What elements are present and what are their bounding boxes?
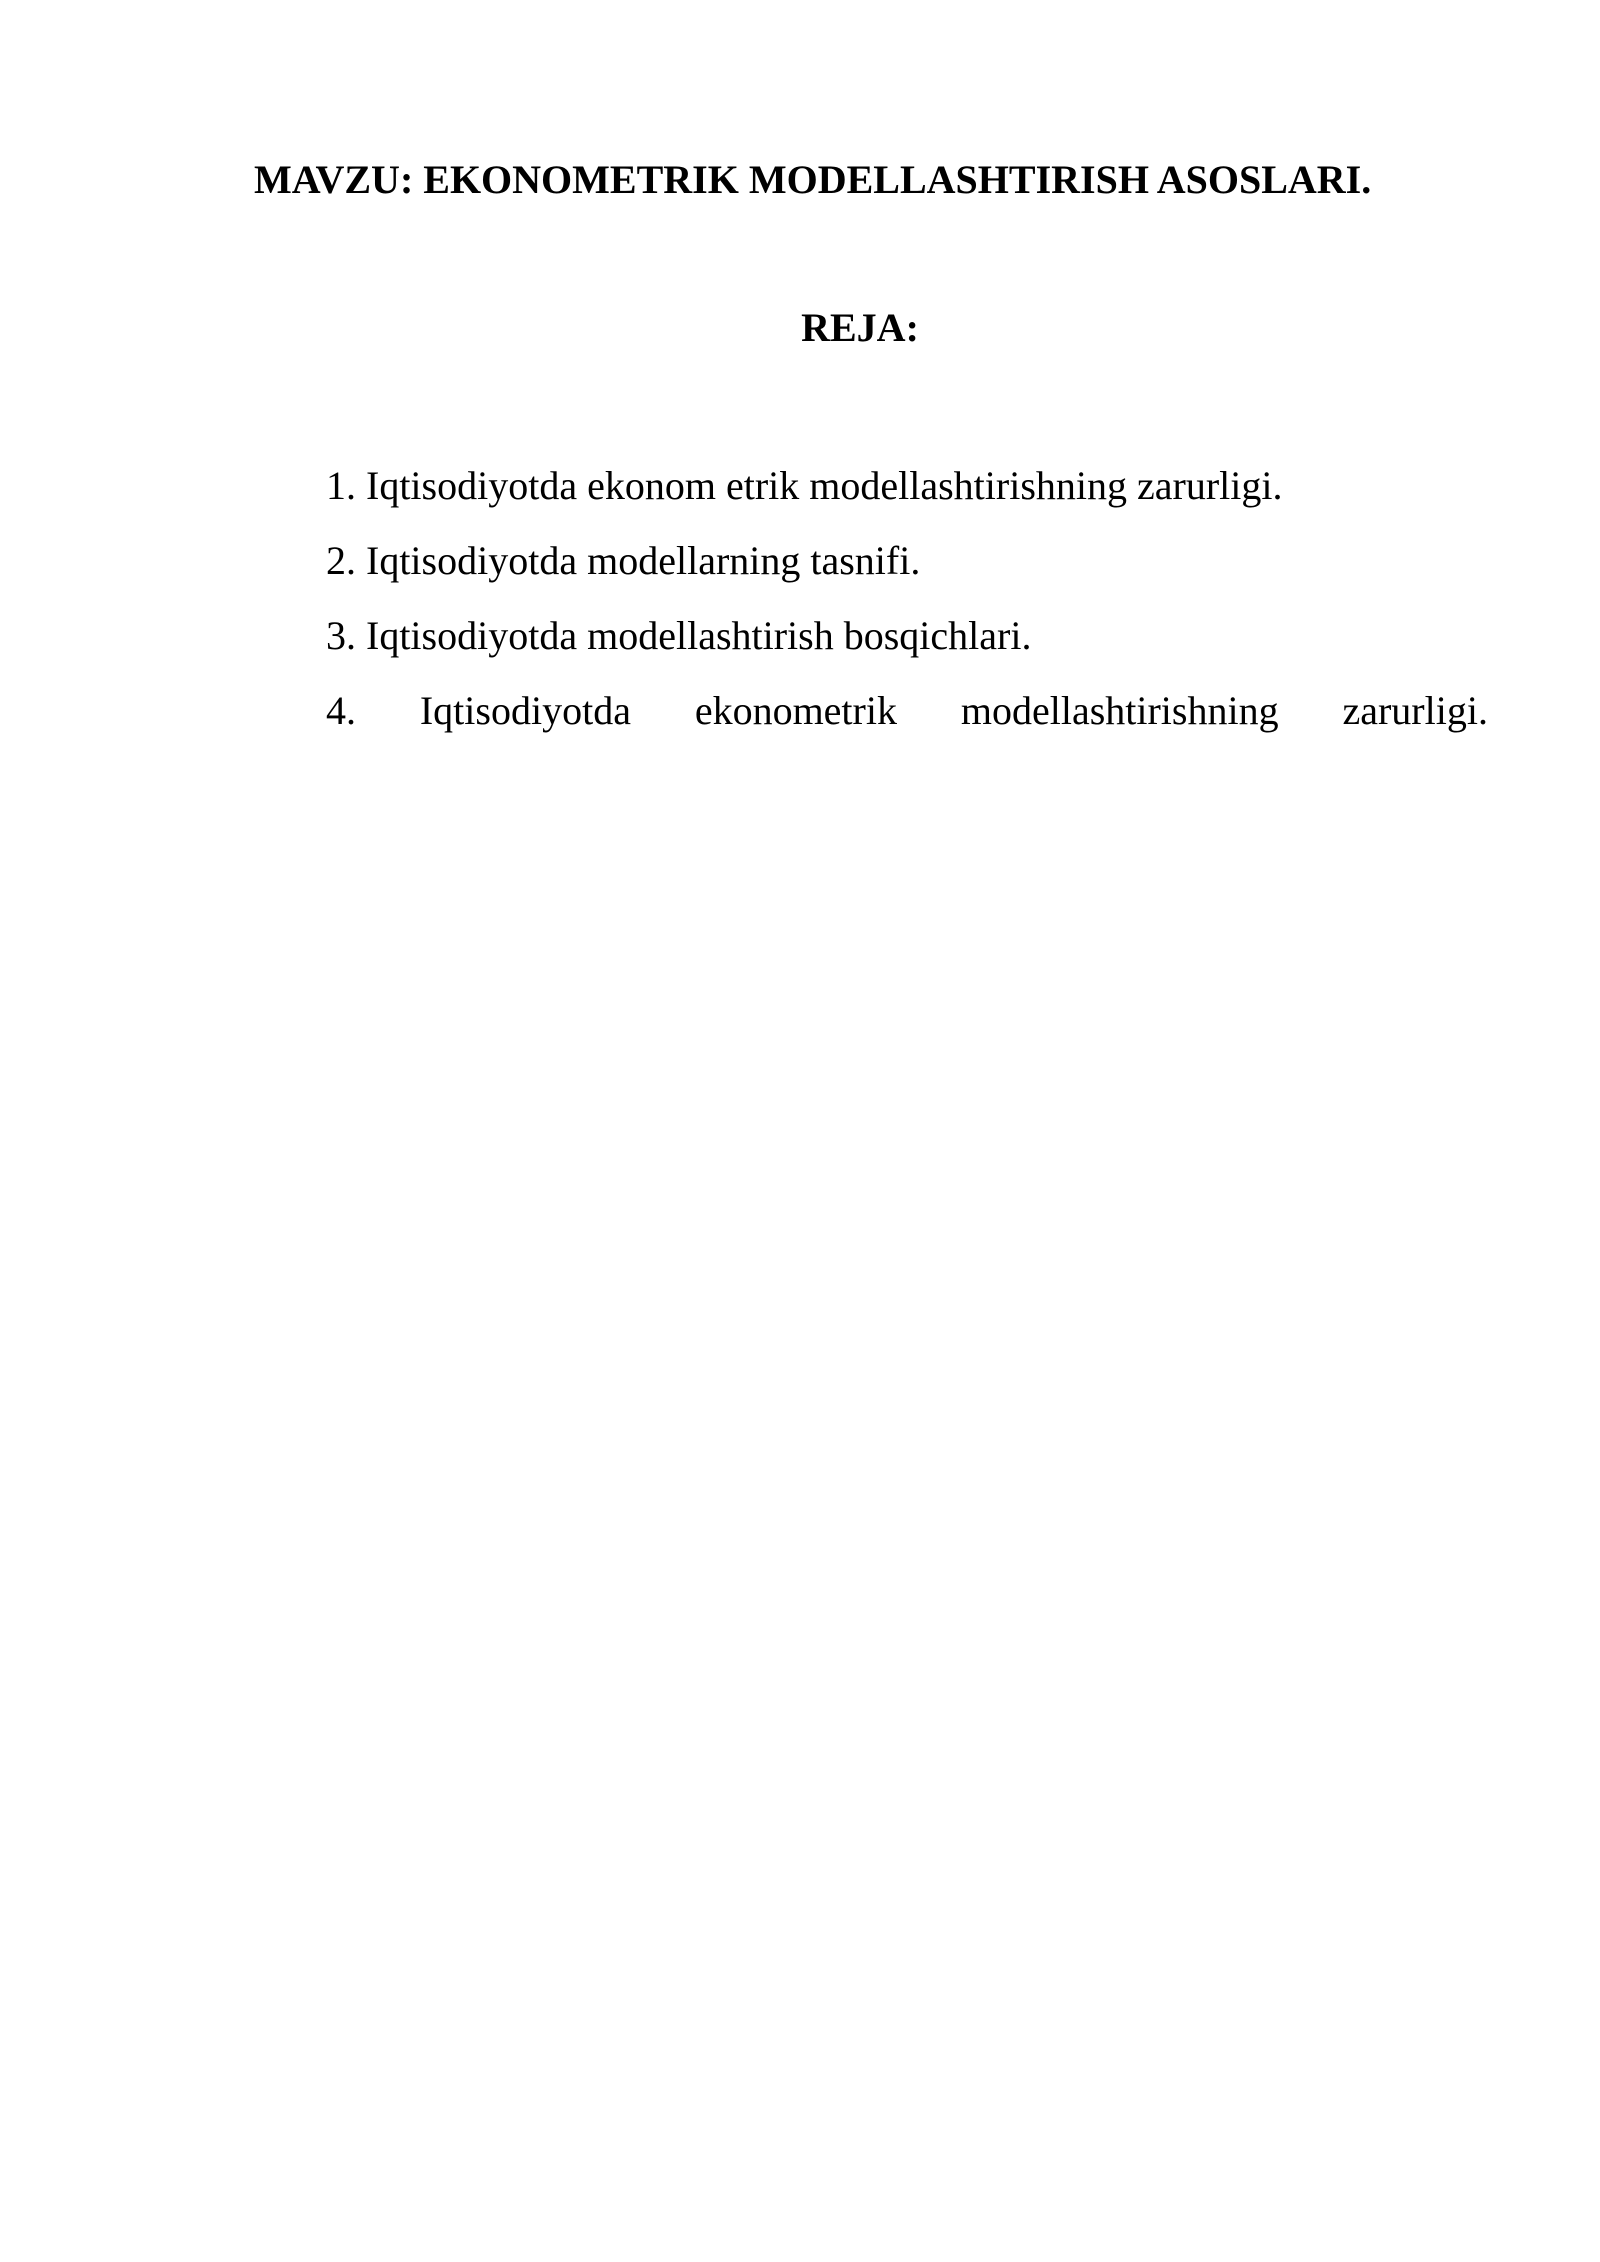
plan-item-2 (326, 523, 1488, 598)
plan-heading: REJA: (801, 305, 919, 350)
plan-item-number: 2. (326, 538, 356, 583)
plan-item-number: 4. (326, 688, 356, 733)
plan-item-1 (326, 448, 1488, 523)
plan-item-text: Iqtisodiyotda modellashtirish bosqichlari. (366, 613, 1032, 658)
plan-item-number: 1. (326, 463, 356, 508)
plan-list (326, 448, 1488, 748)
plan-item-word: modellashtirishning (960, 688, 1279, 733)
plan-item-word: ekonometrik (694, 688, 897, 733)
plan-item-3 (326, 598, 1488, 673)
plan-item-text: Iqtisodiyotda modellarning tasnifi. (366, 538, 921, 583)
plan-item-word: Iqtisodiyotda (419, 688, 631, 733)
plan-item-word: zarurligi. (1342, 688, 1488, 733)
plan-item-text: Iqtisodiyotda ekonom etrik modellashtirishning zarurligi. (366, 463, 1283, 508)
plan-item-4 (326, 673, 1488, 748)
plan-item-number: 3. (326, 613, 356, 658)
document-title: MAVZU: EKONOMETRIK MODELLASHTIRISH ASOSLARI. (254, 157, 1372, 202)
